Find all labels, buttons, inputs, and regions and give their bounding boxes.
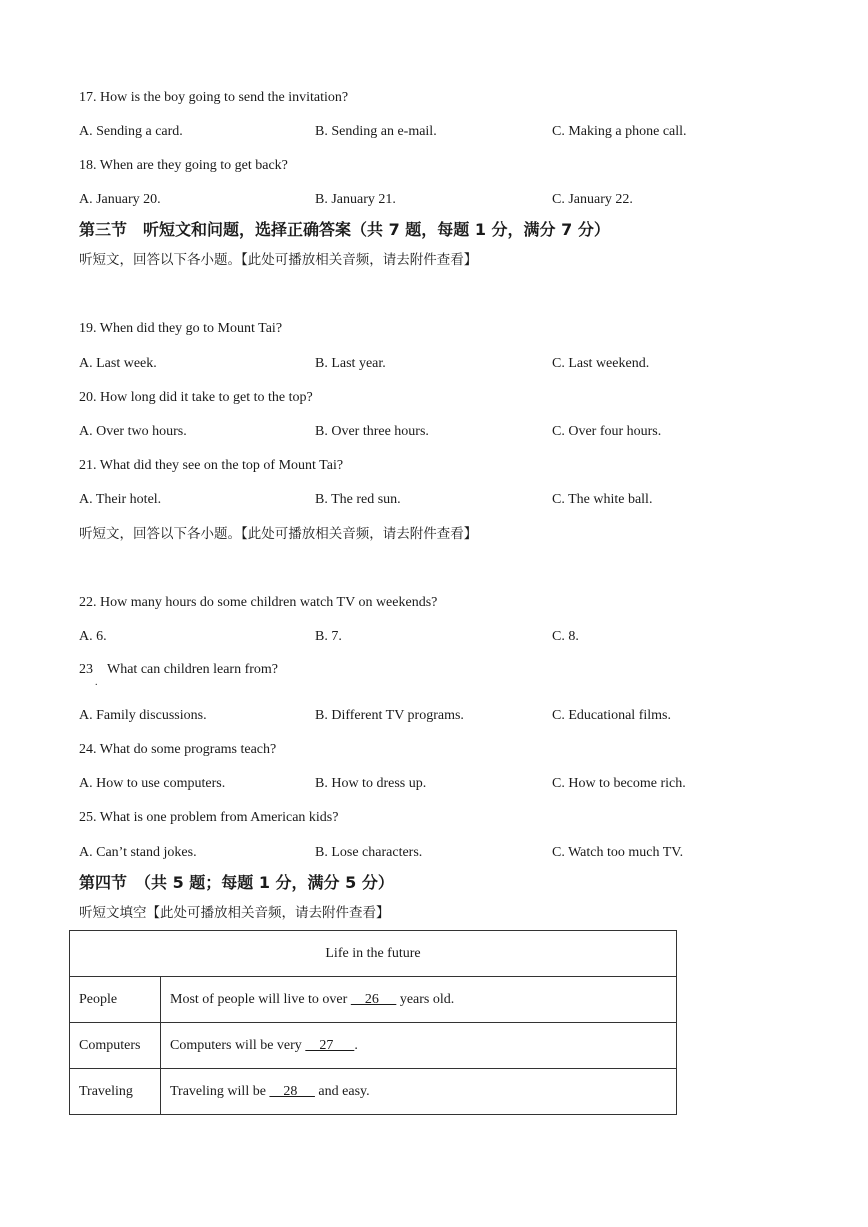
option-18a: A. January 20.	[79, 192, 161, 207]
options-18	[79, 191, 779, 209]
option-19c: C. Last weekend.	[552, 356, 650, 371]
section-4-instruction: 听短文填空【此处可播放相关音频，请去附件查看】	[79, 905, 390, 921]
sentence-text: Most of people will live to over	[170, 991, 351, 1007]
option-20a: A. Over two hours.	[79, 424, 187, 439]
question-20: 20. How long did it take to get to the top?	[79, 390, 313, 405]
option-20c: C. Over four hours.	[552, 424, 662, 439]
option-25c: C. Watch too much TV.	[552, 845, 684, 860]
question-23: 23 What can children learn from?	[79, 662, 279, 677]
option-17a: A. Sending a card.	[79, 124, 183, 139]
sentence-text: .	[354, 1037, 358, 1053]
option-18c: C. January 22.	[552, 192, 633, 207]
option-21b: B. The red sun.	[315, 492, 401, 507]
row-label: People	[70, 977, 161, 1023]
sentence-text: years old.	[396, 991, 455, 1007]
options-19	[79, 355, 779, 373]
question-24: 24. What do some programs teach?	[79, 742, 277, 757]
stray-dot: .	[95, 677, 98, 688]
blank-27: 27	[305, 1037, 355, 1053]
option-25a: A. Can’t stand jokes.	[79, 845, 197, 860]
option-18b: B. January 21.	[315, 192, 396, 207]
option-21a: A. Their hotel.	[79, 492, 162, 507]
option-23b: B. Different TV programs.	[315, 708, 464, 723]
option-17b: B. Sending an e-mail.	[315, 124, 437, 139]
section-3-title: 第三节 听短文和问题，选择正确答案（共 7 题，每题 1 分，满分 7 分）	[79, 220, 610, 239]
section-4-title: 第四节 （共 5 题；每题 1 分，满分 5 分）	[79, 873, 394, 892]
option-24c: C. How to become rich.	[552, 776, 686, 791]
option-22c: C. 8.	[552, 629, 579, 644]
row-sentence	[161, 1069, 677, 1115]
option-22a: A. 6.	[79, 629, 107, 644]
option-20b: B. Over three hours.	[315, 424, 429, 439]
option-23c: C. Educational films.	[552, 708, 671, 723]
options-25	[79, 844, 779, 862]
options-21	[79, 491, 779, 509]
row-label: Computers	[70, 1023, 161, 1069]
table-row	[70, 1023, 677, 1069]
table-heading: Life in the future	[70, 931, 677, 977]
table-row	[70, 977, 677, 1023]
table-header-row	[70, 931, 677, 977]
question-21: 21. What did they see on the top of Mount Tai?	[79, 458, 344, 473]
question-25: 25. What is one problem from American kids?	[79, 810, 339, 825]
options-23	[79, 707, 779, 725]
question-18: 18. When are they going to get back?	[79, 158, 288, 173]
option-19a: A. Last week.	[79, 356, 157, 371]
row-sentence	[161, 1023, 677, 1069]
blank-28: 28	[269, 1083, 315, 1099]
options-20	[79, 423, 779, 441]
option-25b: B. Lose characters.	[315, 845, 423, 860]
options-22	[79, 628, 779, 646]
blank-26: 26	[350, 991, 397, 1007]
sentence-text: Computers will be very	[170, 1037, 306, 1053]
table-row	[70, 1069, 677, 1115]
options-17	[79, 123, 779, 141]
options-24	[79, 775, 779, 793]
option-24b: B. How to dress up.	[315, 776, 427, 791]
question-19: 19. When did they go to Mount Tai?	[79, 321, 283, 336]
option-23a: A. Family discussions.	[79, 708, 207, 723]
question-17: 17. How is the boy going to send the invitation?	[79, 90, 349, 105]
section-3-instruction: 听短文，回答以下各小题。【此处可播放相关音频，请去附件查看】	[79, 252, 478, 268]
future-table	[69, 930, 677, 1115]
sentence-text: and easy.	[314, 1083, 370, 1099]
option-22b: B. 7.	[315, 629, 342, 644]
question-22: 22. How many hours do some children watch TV on weekends?	[79, 595, 438, 610]
instruction-2: 听短文，回答以下各小题。【此处可播放相关音频，请去附件查看】	[79, 526, 478, 542]
option-24a: A. How to use computers.	[79, 776, 226, 791]
option-17c: C. Making a phone call.	[552, 124, 687, 139]
option-21c: C. The white ball.	[552, 492, 653, 507]
option-19b: B. Last year.	[315, 356, 386, 371]
row-label: Traveling	[70, 1069, 161, 1115]
row-sentence	[161, 977, 677, 1023]
sentence-text: Traveling will be	[170, 1083, 270, 1099]
